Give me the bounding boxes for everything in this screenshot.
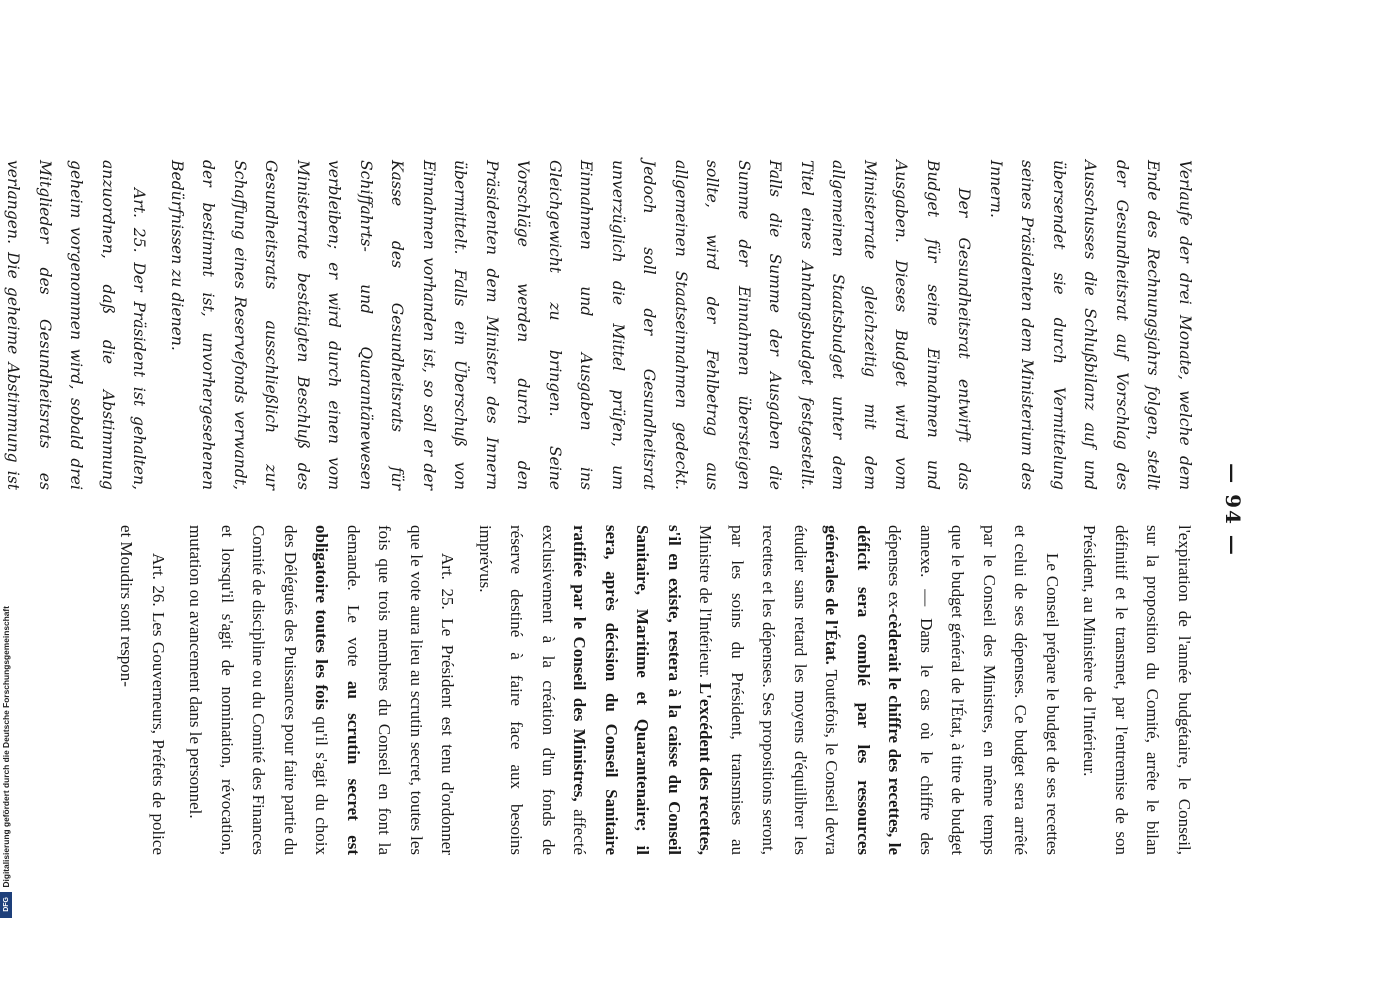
dfg-logo-text: DFG [2, 897, 10, 912]
french-paragraph-2 [470, 525, 1069, 855]
french-article-25-part-a: Art. 25. Le Président est tenu d'ordonner que le vote aura lieu au scrutin secret, toutes les fois que trois membres du Conseil en font la demande. Le vote [344, 525, 458, 855]
german-column [0, 160, 1200, 490]
french-article-26: Art. 26. Les Gouverneurs, Préfets de police et Moudirs sont respon- [117, 525, 168, 855]
french-paragraph-1: l'expiration de l'année budgétaire, le Conseil, sur la proposition du Comité, arrête le bilan définitif et le transmet, par l'entremise de son Président, au Ministère de l'Intérieur. [1080, 525, 1194, 855]
dfg-logo-icon [0, 892, 12, 918]
page-number: — 94 — [1221, 463, 1245, 557]
german-paragraph-2: Der Gesundheitsrat entwirft das Budget für seine Einnahmen und Ausgaben. Dieses Budget wird vom Ministerrate gleichzeitig mit dem allgemeinen Staatsbudget unter dem Titel eines Anhangsbudget festgestellt. Falls die Summe der Ausgaben die Summe der Einnahmen übersteigen sollte, wird der Fehlbetrag aus allgemeinen Staatseinnahmen gedeckt. Jedoch soll der Gesundheitsrat unverzüglich die Mittel prüfen, um Einnahmen und Ausgaben ins Gleichgewicht zu bringen. Seine Vorschläge werden durch den Präsidenten dem Minister des Innern übermittelt. Falls ein Überschuß von Einnahmen vorhanden ist, so soll er der Kasse des Gesundheitsrats für Schiffahrts- und Quarantänewesen verbleiben; er wird durch einen vom Ministerrate bestätigten Beschluß des Gesundheitsrats ausschließlich zur Schaffung eines Reservefonds verwandt, der bestimmt ist, unvorhergesehenen Bedürfnissen zu dienen. [168, 160, 974, 490]
french-article-25 [180, 525, 464, 855]
french-article-25-part-b: au scrutin secret est obligatoire toutes les fois [312, 525, 363, 855]
french-article-25-part-c: qu'il s'agit du choix des Délégués des Puissances pour faire partie du Comité de discipline ou du Comité des Finances et lorsqu'il s'agit de nomination, révocation, mutation ou avancement dans le personnel. [186, 525, 332, 855]
french-paragraph-2-part-c: Toutefois, le Conseil devra étudier sans retard les moyens d'équilibrer les recettes et les dépenses. Ses propositions seront, par les soins du Président, transmises au Ministre de l'Intérieur. [696, 525, 842, 855]
french-column [111, 525, 1200, 855]
french-paragraph-2-part-d: L'excédent des recettes, s'il en existe, restera à la caisse du Conseil Sanitaire, Maritime et Quarantenaire; il sera, après décision du Conseil Sanitaire ratifiée par le Conseil des Ministres, [570, 525, 716, 855]
french-paragraph-2-part-e: affecté exclusivement à la création d'un fonds de réserve destiné à faire face aux besoins imprévus. [476, 525, 590, 856]
german-article-25: Art. 25. Der Präsident ist gehalten, anzuordnen, daß die Abstimmung geheim vorgenommen wird, sobald drei Mitglieder des Gesundheitsrats es verlangen. Die geheime Abstimmung ist [4, 160, 149, 490]
french-paragraph-2-part-b: cèderait le chiffre des recettes, le déficit sera comblé par les ressources générales de l'État. [822, 525, 905, 855]
digitization-note: Digitalisierung gefördert durch die Deutsche Forschungsgemeinschaft [1, 606, 11, 888]
german-paragraph-1: Verlaufe der drei Monate, welche dem Ende des Rechnungsjahrs folgen, stellt der Gesundheitsrat auf Vorschlag des Ausschusses die Schlußbilanz auf und übersendet sie durch Vermittelung seines Präsidenten dem Ministerium des Innern. [987, 160, 1194, 490]
french-paragraph-2-part-a: Le Conseil prépare le budget de ses recettes et celui de ses dépenses. Ce budget sera arrêté par le Conseil des Ministres, en même temps que le budget général de l'État, à titre de budget annexe. — Dans le cas où le chiffre des dépenses ex- [885, 525, 1062, 855]
digitization-credit [0, 606, 12, 994]
